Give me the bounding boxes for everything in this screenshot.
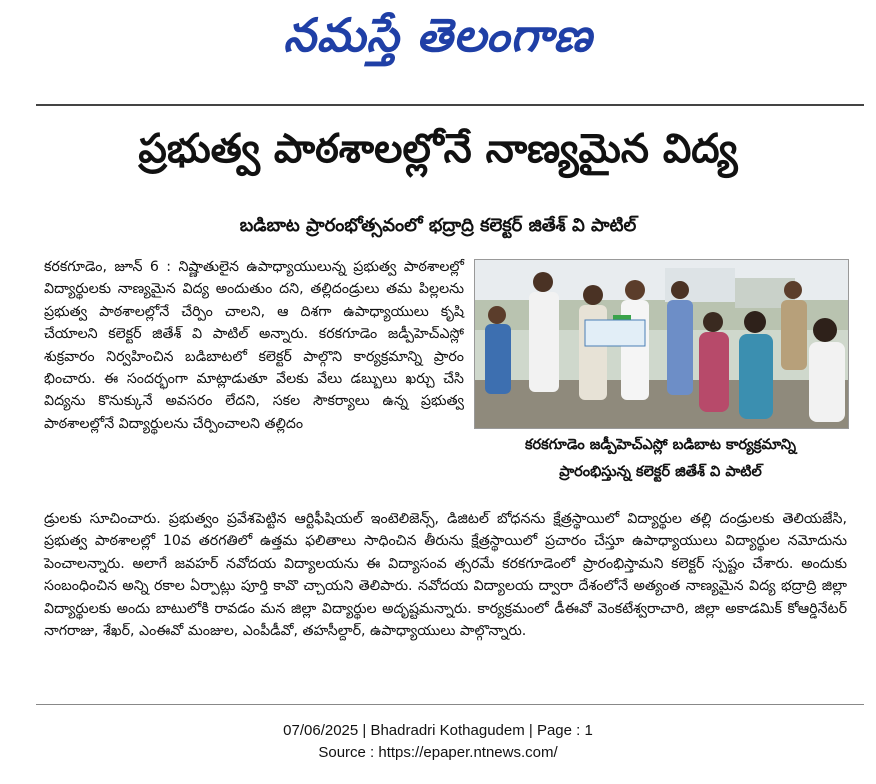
- masthead-title: నమస్తే తెలంగాణ: [283, 8, 593, 62]
- article-body-paragraph: కరకగూడెం, జూన్ 6 : నిష్ణాతులైన ఉపాధ్యాయులున్న ప్రభుత్వ పాఠశాలల్లో విద్యార్థులకు నాణ్యమైన విద్య అందుతుం దని, తల్లిదండ్రులు తమ పిల్లలను ప్రభుత్వ పాఠశాలల్లోనే చేర్పిం చాలని, ఆ దిశగా ఉపాధ్యాయులు కృషి చేయాలని కలెక్టర్ జితేశ్ వి పాటిల్ అన్నారు. కరకగూడెం జడ్పీహెచ్ఎస్లో శుక్రవారం నిర్వహించిన బడిబాటలో కలెక్టర్ పాల్గొని కార్యక్రమాన్ని ప్రారం భించారు. ఈ సందర్భంగా మాట్లాడుతూ వేలకు వేలు డబ్బులు ఖర్చు చేసి విద్యను కొనుక్కునే అవసరం లేదని, సకల సౌకర్యాలు ఉన్న ప్రభుత్వ పాఠశాలల్లోనే విద్యార్థులను చేర్పించాలని తల్లిదం: [44, 259, 464, 432]
- masthead-divider: [36, 104, 864, 106]
- footer-divider: [36, 704, 864, 705]
- article-body-column: [44, 256, 464, 435]
- article-headline: ప్రభుత్వ పాఠశాలల్లోనే నాణ్యమైన విద్య: [138, 126, 738, 172]
- photo-caption-line1: కరకగూడెం జడ్పీహెచ్ఎస్లో బడిబాట కార్యక్రమాన్ని: [524, 437, 797, 453]
- article-photo: [474, 259, 849, 429]
- footer-source: Source : https://epaper.ntnews.com/: [318, 744, 558, 761]
- article-body-paragraph-continued: డ్రులకు సూచించారు. ప్రభుత్వం ప్రవేశపెట్టిన ఆర్టిఫీషియల్ ఇంటెలిజెన్స్, డిజిటల్ బోధనను క్షేత్రస్థాయిలో విద్యార్థుల తల్లి దండ్రులకు తెలియజేసి, ప్రభుత్వ పాఠశాలల్లో 10వ తరగతిలో ఉత్తమ ఫలితాలు సాధించిన తీరును క్షేత్రస్థాయిలో ప్రచారం చేస్తూ ఉపాధ్యాయులు విద్యార్థుల నమోదును పెంచాలన్నారు. అలాగే జవహర్ నవోదయ విద్యాలయను ఈ విద్యాసంవ త్సరమే కరకగూడెంలో ప్రారంభిస్తామని కలెక్టర్ స్పష్టం చేశారు. అందుకు సంబంధించిన అన్ని రకాల ఏర్పాట్లు పూర్తి కావొ చ్చాయని తెలిపారు. నవోదయ విద్యాలయ ద్వారా దేశంలోనే అత్యంత నాణ్యమైన విద్య భద్రాద్రి జిల్లా విద్యార్థులకు అందు బాటులోకి రావడం మన జిల్లా విద్యార్థుల అదృష్టమన్నారు. కార్యక్రమంలో డీఈవో వెంకటేశ్వరాచారి, జిల్లా అకాడమిక్ కోఆర్డినేటర్ నాగరాజు, శేఖర్, ఎంఈవో మంజుల, ఎంపీడీవో, తహసీల్దార్, ఉపాధ్యాయులు పాల్గొన్నారు.: [44, 511, 847, 640]
- photo-caption-line2: ప్రారంభిస్తున్న కలెక్టర్ జితేశ్ వి పాటిల్: [559, 464, 762, 480]
- article-subheadline: బడిబాట ప్రారంభోత్సవంలో భద్రాద్రి కలెక్టర్ జితేశ్ వి పాటిల్: [239, 215, 637, 236]
- article-body-full-width: [44, 508, 847, 642]
- photo-caption: [474, 432, 847, 486]
- footer-date-edition: 07/06/2025 | Bhadradri Kothagudem | Page : 1: [283, 722, 593, 739]
